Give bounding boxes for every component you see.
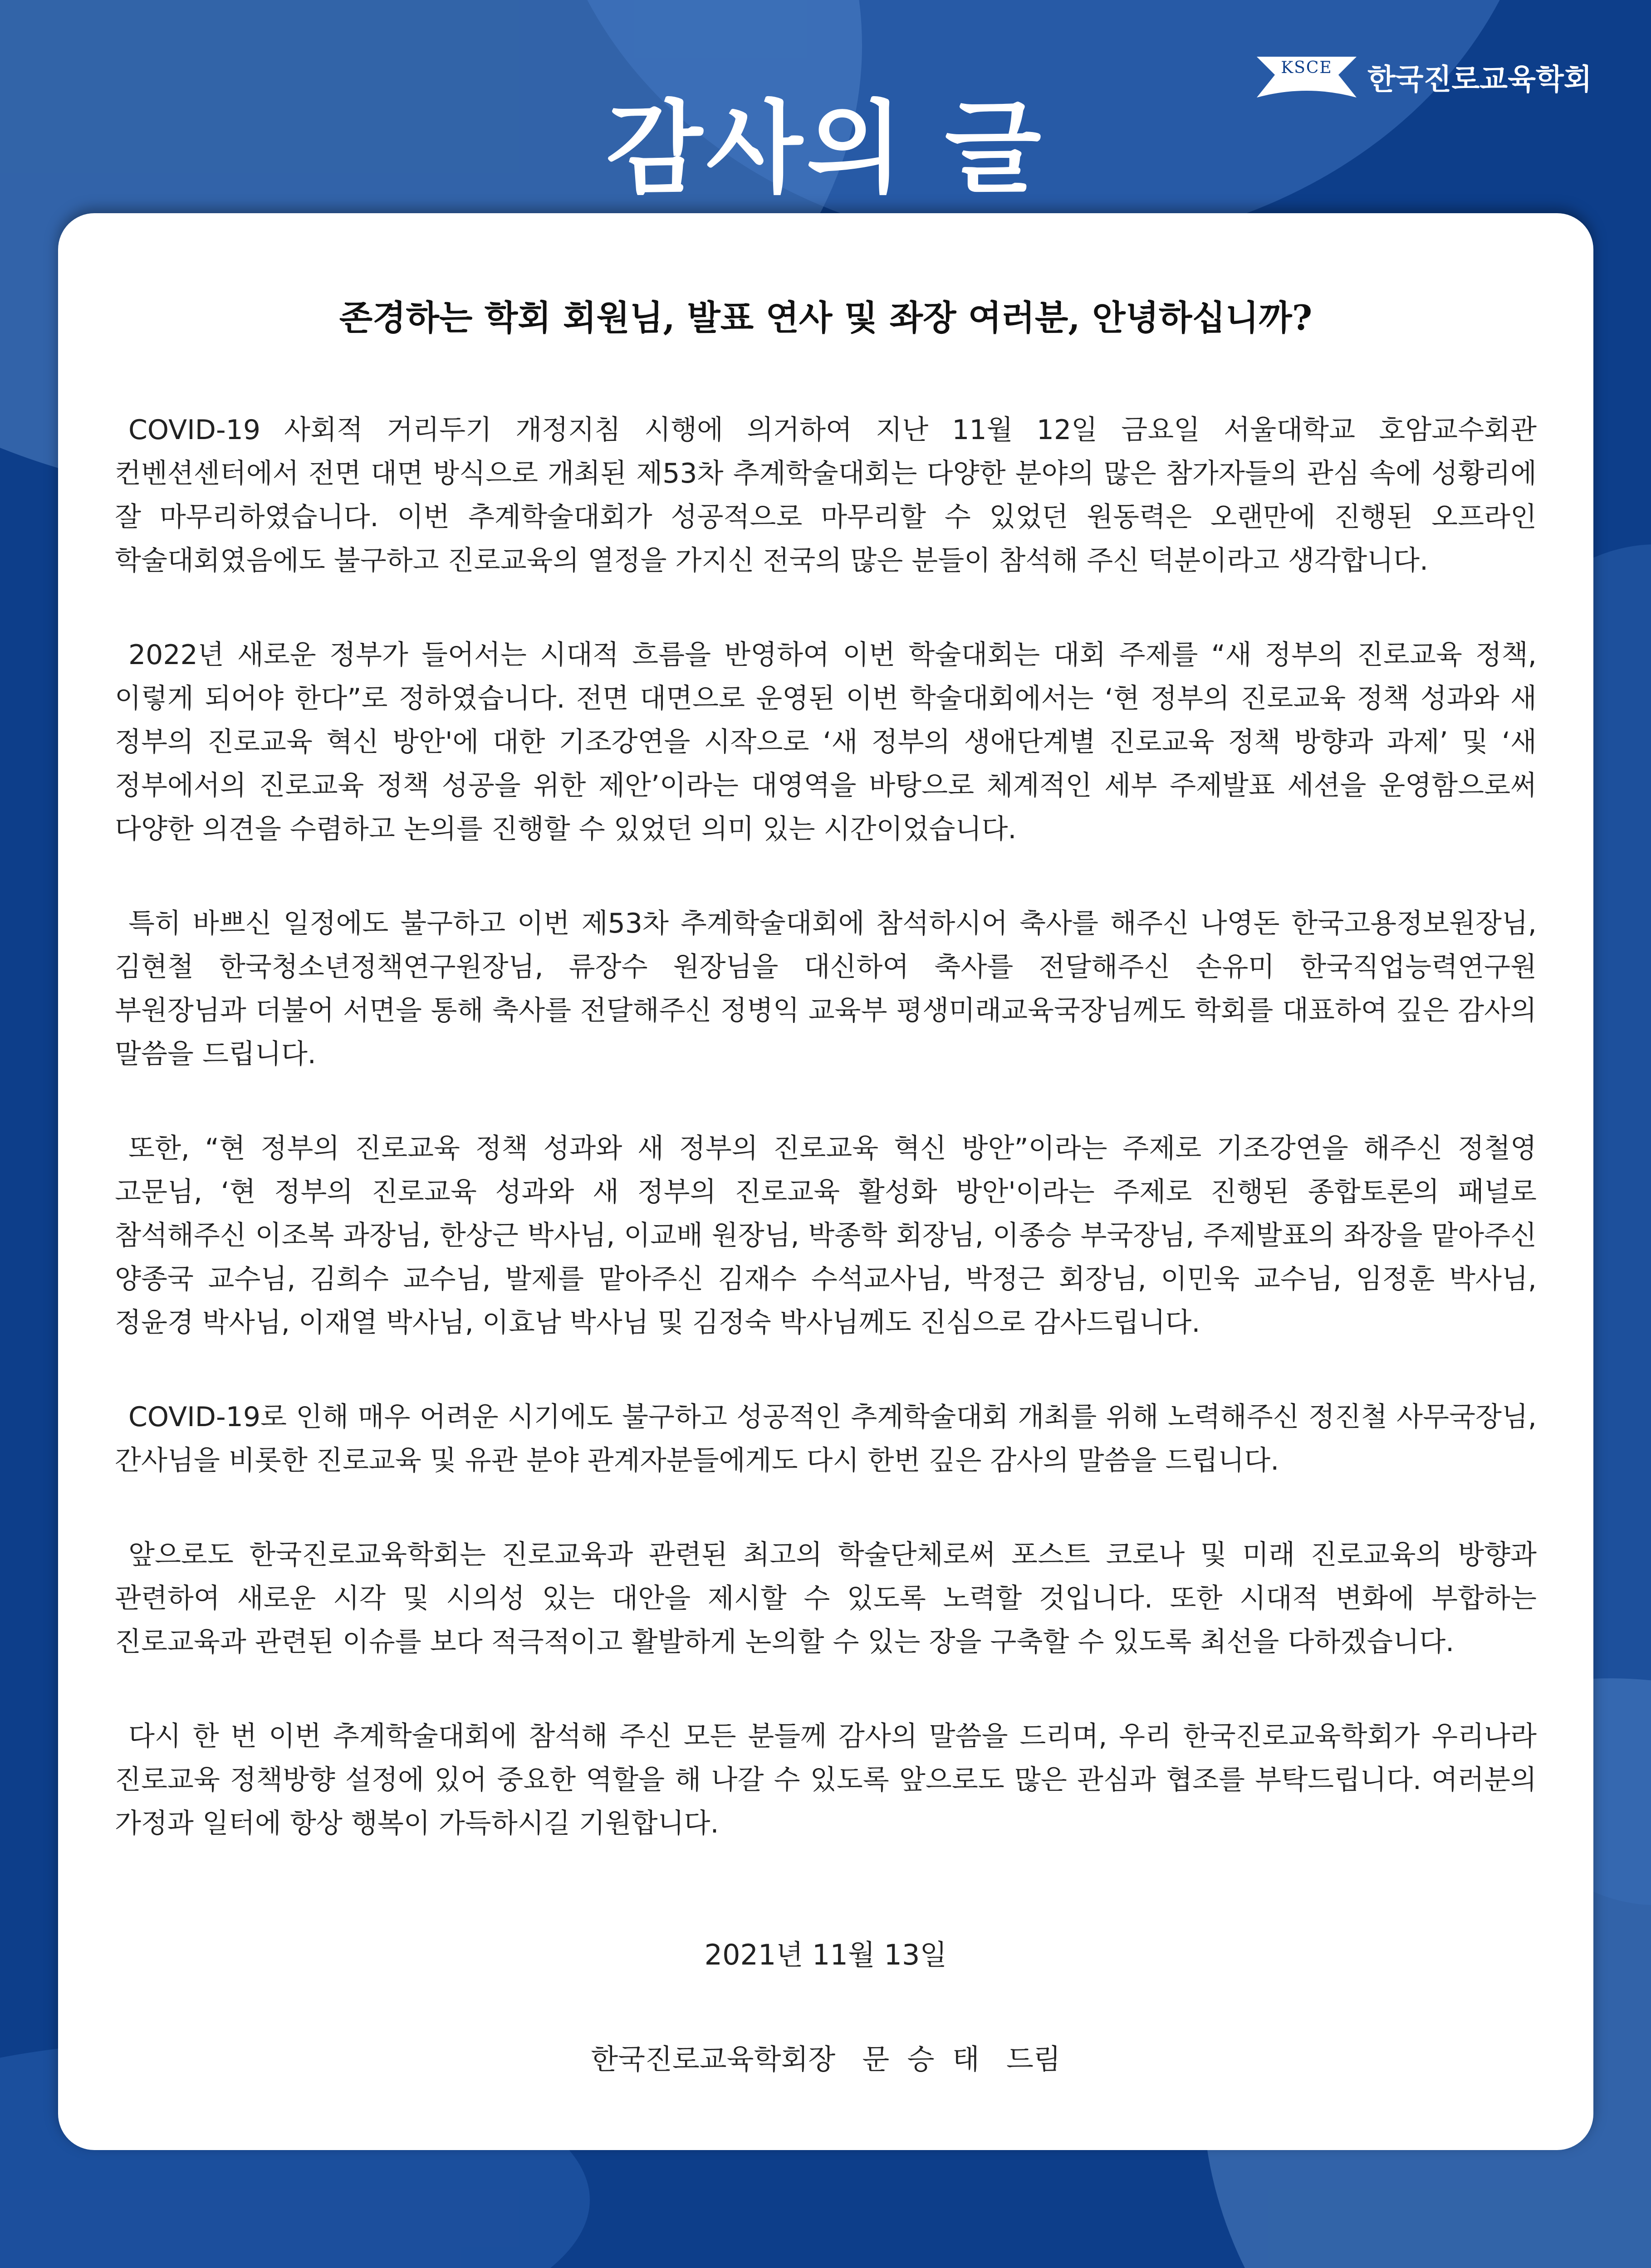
letter-paragraph: 다시 한 번 이번 추계학술대회에 참석해 주신 모든 분들께 감사의 말씀을 드리며, 우리 한국진로교육학회가 우리나라 진로교육 정책방향 설정에 있어 중요한 역할을 해 나갈 수 있도록 앞으로도 많은 관심과 협조를 부탁드립니다. 여러분의 가정과 일터에 항상 행복이 가득하시길 기원합니다. [115, 1721, 1537, 1839]
letter-paragraph: 특히 바쁘신 일정에도 불구하고 이번 제53차 추계학술대회에 참석하시어 축사를 해주신 나영돈 한국고용정보원장님, 김현철 한국청소년정책연구원장님, 류장수 원장님을 대신하여 축사를 전달해주신 손유미 한국직업능력연구원 부원장님과 더불어 서면을 통해 축사를 전달해주신 정병익 교육부 평생미래교육국장님께도 학회를 대표하여 깊은 감사의 말씀을 드립니다. [115, 908, 1537, 1070]
letter-paragraph: 또한, “현 정부의 진로교육 정책 성과와 새 정부의 진로교육 혁신 방안”이라는 주제로 기조강연을 해주신 정철영 고문님, ‘현 정부의 진로교육 성과와 새 정부의 진로교육 활성화 방안'이라는 주제로 진행된 종합토론의 패널로 참석해주신 이조복 과장님, 한상근 박사님, 이교배 원장님, 박종학 회장님, 이종승 부국장님, 주제발표의 좌장을 맡아주신 양종국 교수님, 김희수 교수님, 발제를 맡아주신 김재수 수석교사님, 박정근 회장님, 이민욱 교수님, 임정훈 박사님, 정윤경 박사님, 이재열 박사님, 이효남 박사님 및 김정숙 박사님께도 진심으로 감사드립니다. [115, 1133, 1537, 1339]
letter-card [58, 213, 1593, 2150]
society-name: 한국진로교육학회 [1367, 63, 1592, 97]
ksce-logo-icon [1257, 52, 1357, 102]
logo-abbreviation: KSCE [1281, 59, 1333, 77]
letter-paragraph: 앞으로도 한국진로교육학회는 진로교육과 관련된 최고의 학술단체로써 포스트 코로나 및 미래 진로교육의 방향과 관련하여 새로운 시각 및 시의성 있는 대안을 제시할 수 있도록 노력할 것입니다. 또한 시대적 변화에 부합하는 진로교육과 관련된 이슈를 보다 적극적이고 활발하게 논의할 수 있는 장을 구축할 수 있도록 최선을 다하겠습니다. [115, 1539, 1537, 1658]
letter-paragraph: COVID-19로 인해 매우 어려운 시기에도 불구하고 성공적인 추계학술대회 개최를 위해 노력해주신 정진철 사무국장님, 간사님을 비롯한 진로교육 및 유관 분야 관계자분들에게도 다시 한번 깊은 감사의 말씀을 드립니다. [115, 1401, 1537, 1476]
letter-signature: 한국진로교육학회장 문 승 태 드림 [591, 2043, 1061, 2076]
greeting-heading: 존경하는 학회 회원님, 발표 연사 및 좌장 여러분, 안녕하십니까? [339, 298, 1313, 338]
letter-paragraph: 2022년 새로운 정부가 들어서는 시대적 흐름을 반영하여 이번 학술대회는 대회 주제를 “새 정부의 진로교육 정책, 이렇게 되어야 한다”로 정하였습니다. 전면 대면으로 운영된 이번 학술대회에서는 ‘현 정부의 진로교육 정책 성과와 새 정부의 진로교육 혁신 방안'에 대한 기조강연을 시작으로 ‘새 정부의 생애단계별 진로교육 정책 방향과 과제’ 및 ‘새 정부에서의 진로교육 정책 성공을 위한 제안’이라는 대영역을 바탕으로 체계적인 세부 주제발표 세션을 운영함으로써 다양한 의견을 수렴하고 논의를 진행할 수 있었던 의미 있는 시간이었습니다. [115, 639, 1537, 845]
letter-body [115, 408, 1537, 1896]
letter-date: 2021년 11월 13일 [704, 1938, 947, 1971]
page-title: 감사의 글 [606, 90, 1045, 206]
society-logo [1257, 50, 1592, 104]
letter-paragraph: COVID-19 사회적 거리두기 개정지침 시행에 의거하여 지난 11월 12일 금요일 서울대학교 호암교수회관 컨벤션센터에서 전면 대면 방식으로 개최된 제53차 추계학술대회는 다양한 분야의 많은 참가자들의 관심 속에 성황리에 잘 마무리하였습니다. 이번 추계학술대회가 성공적으로 마무리할 수 있었던 원동력은 오랜만에 진행된 오프라인 학술대회였음에도 불구하고 진로교육의 열정을 가지신 전국의 많은 분들이 참석해 주신 덕분이라고 생각합니다. [115, 414, 1537, 577]
